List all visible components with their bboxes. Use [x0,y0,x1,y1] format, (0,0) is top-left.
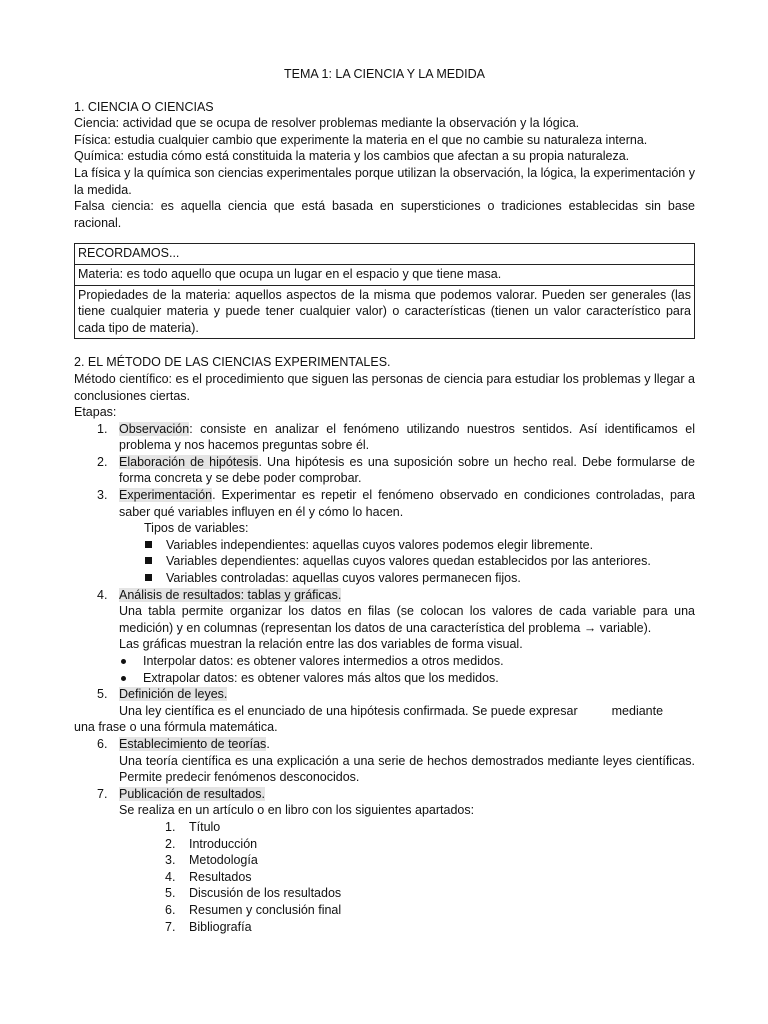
step-title: Elaboración de hipótesis [119,454,259,469]
step-text: : consiste en analizar el fenómeno utilizando nuestros sentidos. Así identificamos el problema y nos hacemos preguntas sobre él. [119,421,695,453]
square-bullet-icon [145,541,152,548]
step-number: 3. [97,488,108,503]
list-item [165,869,695,886]
publicacion-paragraph: Se realiza en un artículo o en libro con los siguientes apartados: [119,803,475,818]
definition-quimica: Química: estudia cómo está constituida la materia y los cambios que afectan a su propia naturaleza. [74,149,630,164]
variable-text: Variables dependientes: aquellas cuyos valores quedan establecidos por las anteriores. [166,554,651,569]
teoria-paragraph: Una teoría científica es una explicación a una serie de hechos demostrados mediante leyes científicas. Permite predecir fenómenos desconocidos. [119,753,695,785]
definition-metodo: Método científico: es el procedimiento que siguen las personas de ciencia para estudiar los problemas y llegar a conclusiones ciertas. [74,371,695,403]
ley-text: Una ley científica es el enunciado de una hipótesis confirmada. Se puede expresar [119,703,578,718]
variable-text: Variables independientes: aquellas cuyos valores podemos elegir libremente. [166,537,594,552]
list-item [74,786,695,935]
item-text: Bibliografía [189,919,252,934]
step-title: Publicación de resultados. [119,786,265,801]
box-header: RECORDAMOS... [75,244,694,265]
list-item [165,902,695,919]
document-page [74,66,695,935]
item-number: 5. [165,886,176,901]
square-bullet-icon [145,574,152,581]
list-item [74,421,695,454]
etapas-label: Etapas: [74,405,117,420]
item-text: Metodología [189,853,258,868]
etapas-list [74,421,695,935]
list-item [74,487,695,587]
list-item [165,836,695,853]
step-title: Definición de leyes. [119,687,228,702]
section-heading: 1. CIENCIA O CIENCIAS [74,99,214,114]
datos-text: Extrapolar datos: es obtener valores más altos que los medidos. [143,670,499,685]
box-row-propiedades: Propiedades de la materia: aquellos aspectos de la misma que podemos valorar. Pueden ser generales (las tiene cualquier materia y puede tener cualquier valor) o características (tienen un valor característico para cada tipo de materia). [78,287,691,335]
item-number: 1. [165,819,176,834]
step-title: Establecimiento de teorías [119,736,267,751]
list-item [74,686,695,736]
item-number: 4. [165,869,176,884]
list-item [74,454,695,487]
step-title: Análisis de resultados: tablas y gráficas. [119,587,342,602]
list-item [165,819,695,836]
step-number: 1. [97,421,108,436]
step-number: 7. [97,786,108,801]
list-item [143,653,695,670]
step-number: 6. [97,736,108,751]
recordamos-box [74,243,695,339]
bullet-icon [121,676,126,681]
ley-text-end: mediante [611,703,664,718]
datos-list [119,653,695,686]
step-text: . Una hipótesis es una suposición sobre un hecho real. Debe formularse de forma concreta y se debe poder comprobar. [119,454,695,486]
tipos-variables-label: Tipos de variables: [144,521,249,536]
item-text: Título [189,819,221,834]
step-title: Experimentación [119,488,213,503]
list-item [74,587,695,687]
list-item [165,852,695,869]
definition-fisica: Física: estudia cualquier cambio que experimente la materia en el que no cambie su naturaleza interna. [74,132,648,147]
bullet-icon [121,659,126,664]
list-item [166,553,695,570]
square-bullet-icon [145,557,152,564]
list-item [165,919,695,936]
item-text: Resumen y conclusión final [189,902,342,917]
list-item [166,570,695,587]
datos-text: Interpolar datos: es obtener valores intermedios a otros medidos. [143,654,504,668]
item-text: Resultados [189,869,252,884]
graficas-paragraph: Las gráficas muestran la relación entre las dos variables de forma visual. [119,637,523,652]
list-item [74,736,695,786]
ley-paragraph-continuation: una frase o una fórmula matemática. [74,720,278,735]
tipos-variables-list [119,537,695,587]
list-item [143,670,695,687]
item-text: Introducción [189,836,258,851]
list-item [166,537,695,554]
apartados-list [119,819,695,935]
ley-paragraph [119,703,695,720]
step-number: 2. [97,454,108,469]
step-text: . [266,736,270,751]
item-text: Discusión de los resultados [189,886,342,901]
box-row-materia: Materia: es todo aquello que ocupa un lugar en el espacio y que tiene masa. [75,265,694,286]
definition-falsa-ciencia: Falsa ciencia: es aquella ciencia que está basada en supersticiones o tradiciones establecidas sin base racional. [74,199,695,230]
definition-ciencia: Ciencia: actividad que se ocupa de resolver problemas mediante la observación y la lógica. [74,116,580,131]
item-number: 7. [165,919,176,934]
paragraph-ciencias-experimentales: La física y la química son ciencias experimentales porque utilizan la observación, la lógica, la experimentación y la medida. [74,165,695,197]
item-number: 2. [165,836,176,851]
tabla-paragraph: Una tabla permite organizar los datos en filas (se colocan los valores de cada variable para una medición) y en columnas (representan los datos de una característica del problema → variable). [119,604,695,635]
variable-text: Variables controladas: aquellas cuyos valores permanecen fijos. [166,571,521,586]
step-title: Observación [119,421,190,436]
list-item [165,885,695,902]
step-number: 4. [97,587,108,602]
page-title: TEMA 1: LA CIENCIA Y LA MEDIDA [283,67,485,81]
step-number: 5. [97,687,108,702]
item-number: 6. [165,902,176,917]
section-heading: 2. EL MÉTODO DE LAS CIENCIAS EXPERIMENTALES. [74,355,391,370]
item-number: 3. [165,853,176,868]
step-text: . Experimentar es repetir el fenómeno observado en condiciones controladas, para saber qué variables influyen en él y cómo lo hacen. [119,488,695,519]
